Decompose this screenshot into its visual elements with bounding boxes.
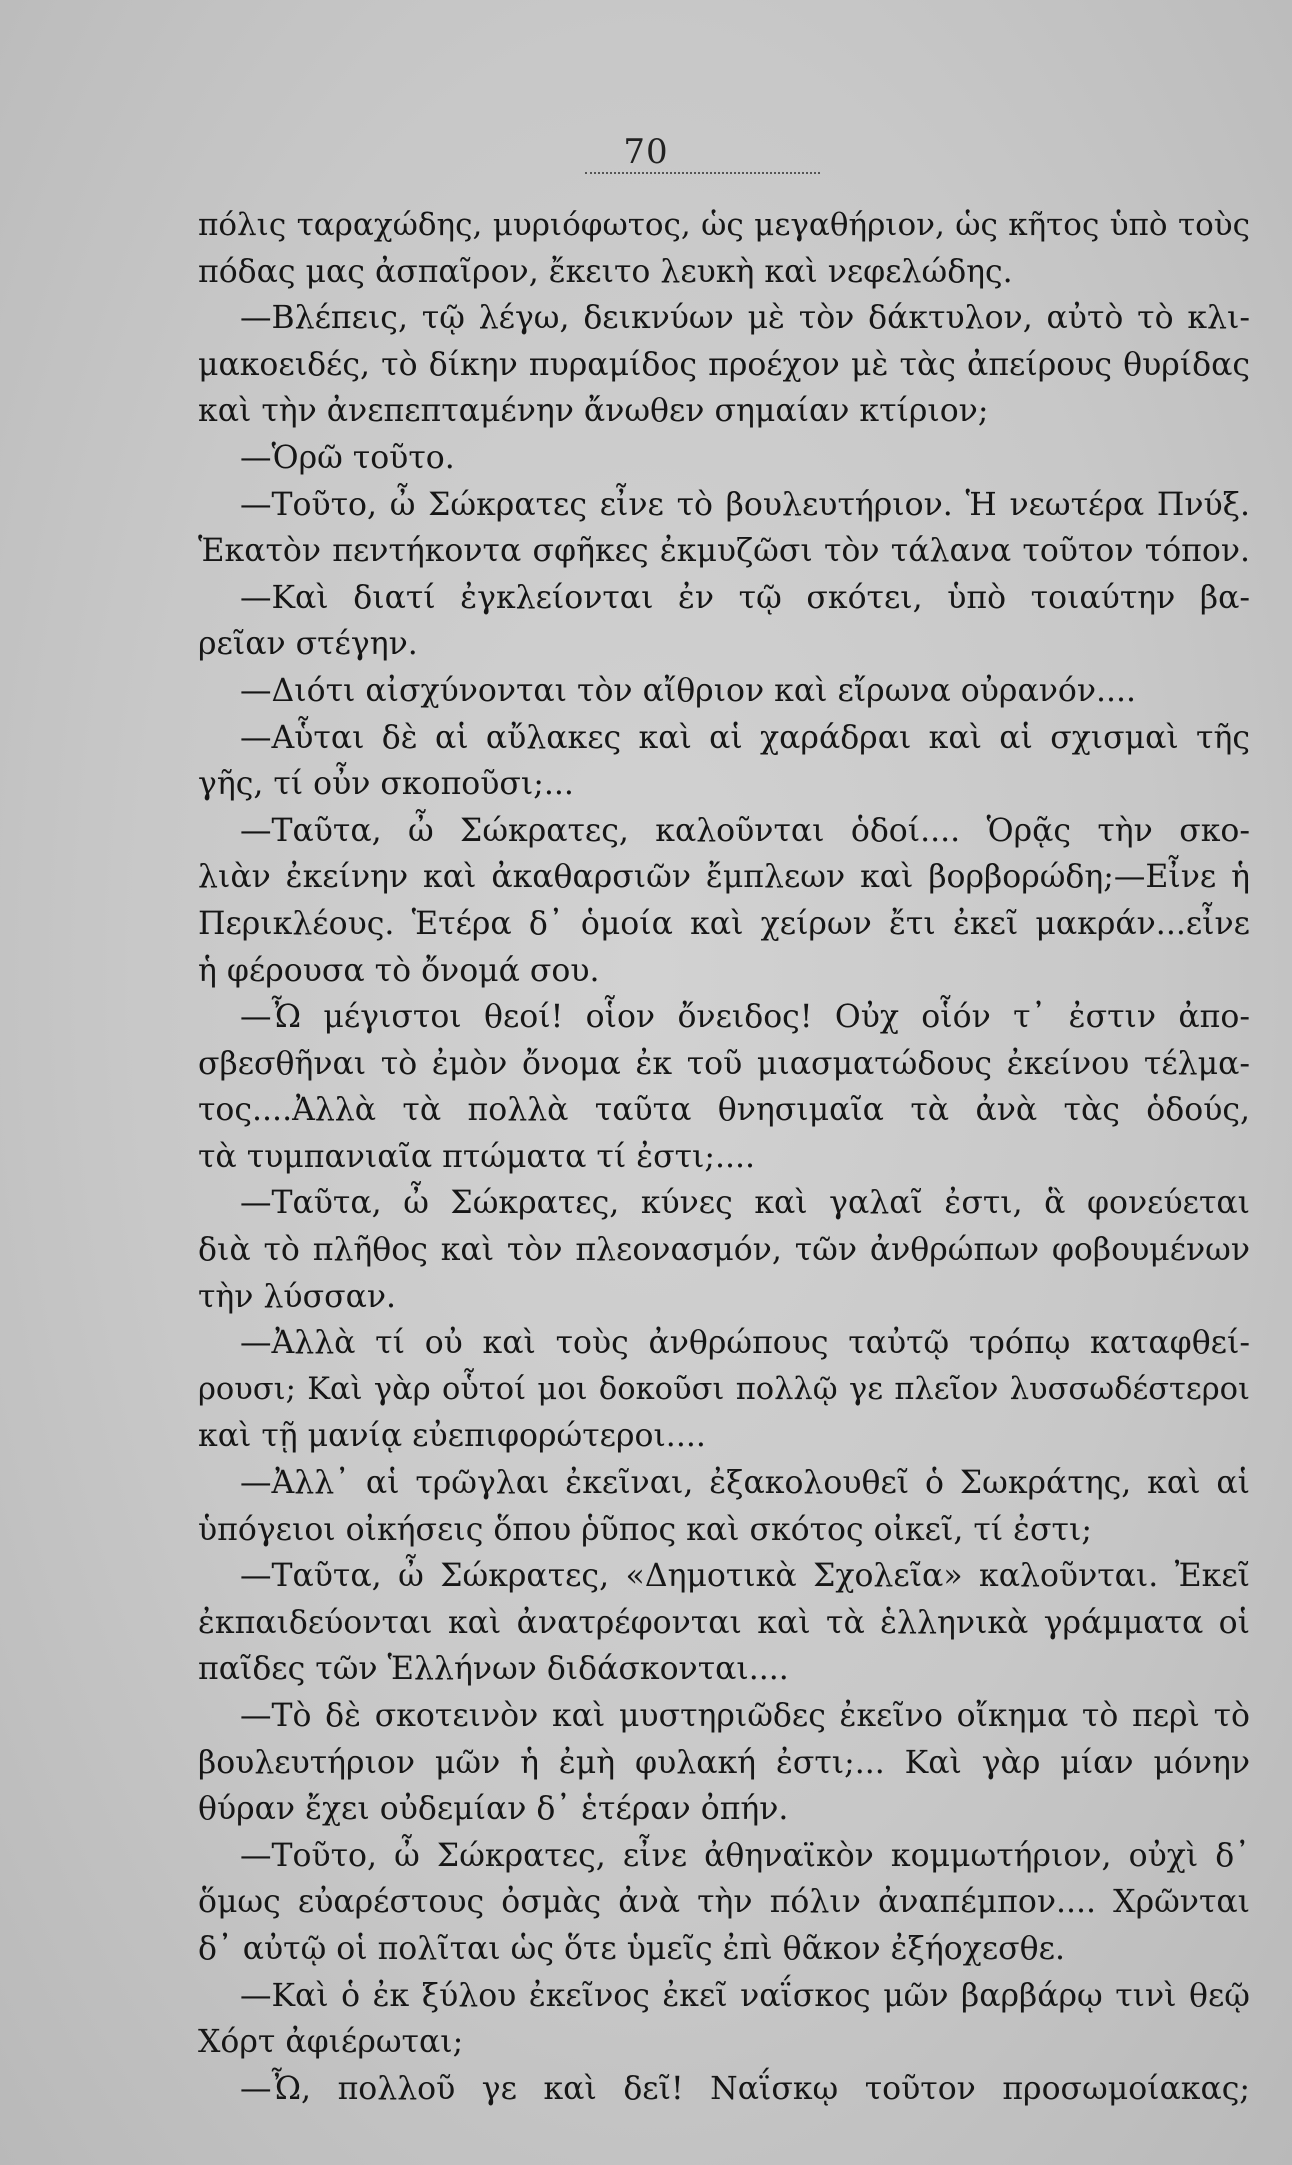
text-line: πόδας μας ἀσπαῖρον, ἔκειτο λευκὴ καὶ νεφελώδης.	[198, 253, 1013, 290]
text-line: —Τοῦτο, ὦ Σώκρατες, εἶνε ἀθηναϊκὸν κομμωτήριον, οὐχὶ δ᾽	[240, 1837, 1250, 1874]
text-line: —Ἀλλὰ τί οὐ καὶ τοὺς ἀνθρώπους ταὐτῷ τρόπῳ καταφθεί-	[240, 1325, 1250, 1362]
text-line: —Αὗται δὲ αἱ αὔλακες καὶ αἱ χαράδραι καὶ αἱ σχισμαὶ τῆς	[240, 719, 1250, 756]
text-line: λιὰν ἐκείνην καὶ ἀκαθαρσιῶν ἔμπλεων καὶ βορβορώδη;—Εἶνε ἡ	[198, 859, 1250, 896]
text-line: —Ταῦτα, ὦ Σώκρατες, κύνες καὶ γαλαῖ ἐστι, ἃ φονεύεται	[240, 1185, 1250, 1222]
text-line: δ᾽ αὐτῷ οἱ πολῖται ὡς ὅτε ὑμεῖς ἐπὶ θᾶκον ἐξήοχεσθε.	[198, 1930, 1065, 1967]
text-line: τὴν λύσσαν.	[198, 1278, 397, 1315]
text-line: ἡ φέρουσα τὸ ὄνομά σου.	[198, 952, 600, 989]
text-line: —Ὁρῶ τοῦτο.	[240, 439, 455, 476]
text-line: γῆς, τί οὖν σκοποῦσι;...	[198, 766, 574, 803]
text-line: σβεσθῆναι τὸ ἐμὸν ὄνομα ἐκ τοῦ μιασματώδους ἐκείνου τέλμα-	[198, 1045, 1250, 1082]
page-number-rule	[585, 172, 820, 174]
text-line: καὶ τῇ μανίᾳ εὐεπιφορώτεροι....	[198, 1418, 706, 1455]
text-line: παῖδες τῶν Ἑλλήνων διδάσκονται....	[198, 1651, 789, 1688]
text-line: —Ἀλλ᾽ αἱ τρῶγλαι ἐκεῖναι, ἐξακολουθεῖ ὁ Σωκράτης, καὶ αἱ	[240, 1465, 1250, 1502]
text-line: διὰ τὸ πλῆθος καὶ τὸν πλεονασμόν, τῶν ἀνθρώπων φοβουμένων	[198, 1232, 1250, 1269]
text-line: ὑπόγειοι οἰκήσεις ὅπου ῥῦπος καὶ σκότος οἰκεῖ, τί ἐστι;	[198, 1511, 1092, 1548]
text-line: —Καὶ διατί ἐγκλείονται ἐν τῷ σκότει, ὑπὸ τοιαύτην βα-	[240, 579, 1250, 616]
text-line: —Τοῦτο, ὦ Σώκρατες εἶνε τὸ βουλευτήριον. Ἡ νεωτέρα Πνύξ.	[240, 486, 1250, 523]
text-line: μακοειδές, τὸ δίκην πυραμίδος προέχον μὲ τὰς ἀπείρους θυρίδας	[198, 346, 1250, 383]
text-line: ὅμως εὐαρέστους ὀσμὰς ἀνὰ τὴν πόλιν ἀναπέμπον.... Χρῶνται	[198, 1884, 1250, 1921]
text-line: —Ὦ, πολλοῦ γε καὶ δεῖ! Ναΐσκῳ τοῦτον προσωμοίακας;	[240, 2070, 1250, 2107]
text-line: —Διότι αἰσχύνονται τὸν αἴθριον καὶ εἴρωνα οὐρανόν....	[240, 672, 1137, 709]
text-line: Περικλέους. Ἑτέρα δ᾽ ὁμοία καὶ χείρων ἔτι ἐκεῖ μακράν...εἶνε	[198, 905, 1250, 942]
text-line: —Ταῦτα, ὦ Σώκρατες, καλοῦνται ὁδοί.... Ὁρᾷς τὴν σκο-	[240, 812, 1250, 849]
text-line: Χόρτ ἀφιέρωται;	[198, 2024, 464, 2061]
page-number: 70	[623, 132, 669, 172]
text-line: ρεῖαν στέγην.	[198, 626, 418, 663]
text-line: θύραν ἔχει οὐδεμίαν δ᾽ ἑτέραν ὀπήν.	[198, 1791, 789, 1828]
text-line: —Ὦ μέγιστοι θεοί! οἷον ὄνειδος! Οὐχ οἷόν τ᾽ ἐστιν ἀπο-	[240, 999, 1250, 1036]
text-line: καὶ τὴν ἀνεπεπταμένην ἄνωθεν σημαίαν κτίριον;	[198, 393, 989, 430]
text-line: —Βλέπεις, τῷ λέγω, δεικνύων μὲ τὸν δάκτυλον, αὐτὸ τὸ κλι-	[240, 300, 1250, 337]
text-line: βουλευτήριον μῶν ἡ ἐμὴ φυλακή ἐστι;... Καὶ γὰρ μίαν μόνην	[198, 1744, 1250, 1781]
body-text	[198, 202, 1250, 2112]
text-line: πόλις ταραχώδης, μυριόφωτος, ὡς μεγαθήριον, ὡς κῆτος ὑπὸ τοὺς	[198, 207, 1250, 243]
text-line: τὰ τυμπανιαῖα πτώματα τί ἐστι;....	[198, 1138, 756, 1175]
text-line: τος....Ἀλλὰ τὰ πολλὰ ταῦτα θνησιμαῖα τὰ ἀνὰ τὰς ὁδούς,	[198, 1092, 1250, 1129]
text-line: ρουσι; Καὶ γὰρ οὗτοί μοι δοκοῦσι πολλῷ γε πλεῖον λυσσωδέστεροι	[198, 1371, 1250, 1407]
text-line: —Καὶ ὁ ἐκ ξύλου ἐκεῖνος ἐκεῖ ναΐσκος μῶν βαρβάρῳ τινὶ θεῷ	[240, 1977, 1250, 2014]
text-line: —Τὸ δὲ σκοτεινὸν καὶ μυστηριῶδες ἐκεῖνο οἴκημα τὸ περὶ τὸ	[240, 1698, 1250, 1734]
text-line: —Ταῦτα, ὦ Σώκρατες, «Δημοτικὰ Σχολεῖα» καλοῦνται. Ἐκεῖ	[240, 1558, 1250, 1595]
text-line: Ἑκατὸν πεντήκοντα σφῆκες ἐκμυζῶσι τὸν τάλανα τοῦτον τόπον.	[198, 533, 1250, 570]
text-line: ἐκπαιδεύονται καὶ ἀνατρέφονται καὶ τὰ ἑλληνικὰ γράμματα οἱ	[198, 1604, 1250, 1641]
